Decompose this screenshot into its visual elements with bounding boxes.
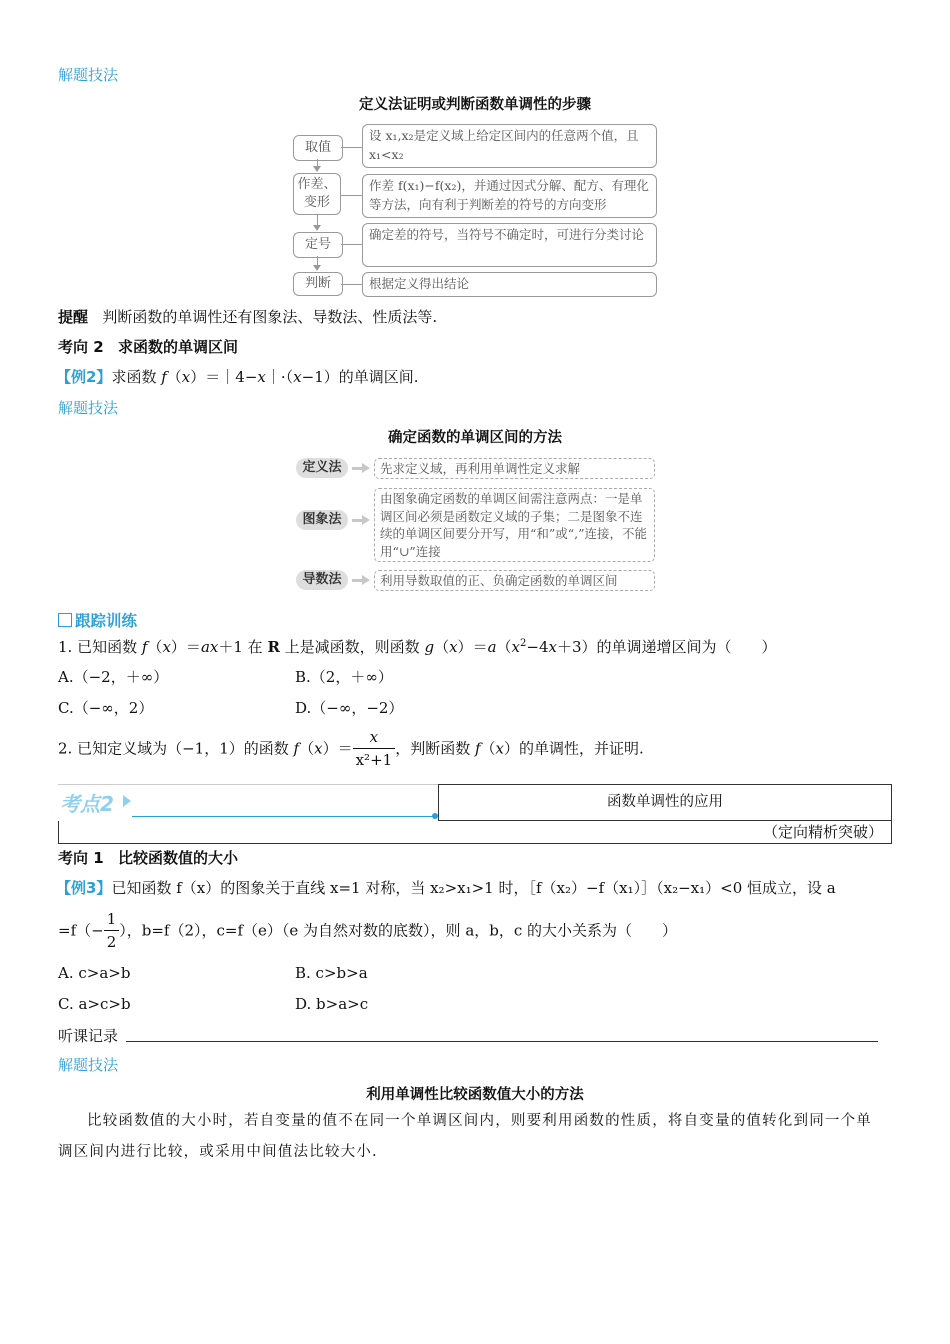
kaodian-title: 函数单调性的应用 (438, 784, 892, 821)
example-3-line2: =f（− $\frac{1}{2}$ ），b=f（2），c=f（e）（e 为自然对数的底数），则 a，b，c 的大小关系为（ ） (58, 910, 678, 951)
direction-heading: 考向 1 比较函数值的大小 (58, 849, 238, 867)
question-2: 2. 已知定义域为（−1，1）的函数 f（x）＝ $\frac{x}{\text{x²+1}}$ ，判断函数 f（x）的单调性，并证明. (58, 728, 644, 769)
technique-label: 解题技法 (58, 1056, 119, 1074)
play-icon (123, 795, 131, 807)
option-d: D.（−∞，−2） (295, 699, 404, 717)
method-label: 定义法 (296, 458, 348, 478)
tracking-heading: 跟踪训练 (58, 609, 137, 631)
method-desc: 由图象确定函数的单调区间需注意两点：一是单调区间必须是函数定义域的子集；二是图象不连续的单调区间要分开写，用“和”或“,”连接，不能用“∪”连接 (374, 488, 655, 562)
example-2: 【例2】求函数 f（x）＝｜4−x｜·（x−1）的单调区间. (56, 368, 419, 386)
step-desc: 作差 f(x₁)−f(x₂)，并通过因式分解、配方、有理化等方法，向有利于判断差的符号的方向变形 (362, 174, 657, 218)
step-label: 定号 (293, 232, 343, 258)
technique-label: 解题技法 (58, 399, 119, 417)
option-a: A. c>a>b (58, 964, 131, 982)
kaodian-subtitle: （定向精析突破） (58, 821, 892, 844)
technique-label: 解题技法 (58, 66, 119, 84)
step-desc: 设 x₁,x₂是定义域上给定区间内的任意两个值，且 x₁<x₂ (362, 124, 657, 168)
question-1: 1. 已知函数 f（x）＝ax＋1 在 R 上是减函数，则函数 $g(x)=a(x^2-4x+3)$的单调递增区间为（ ） (58, 638, 777, 656)
step-label: 判断 (293, 272, 343, 296)
checkbox-icon (58, 613, 72, 627)
method-label: 导数法 (296, 570, 348, 590)
section-title: 利用单调性比较函数值大小的方法 (366, 1087, 584, 1103)
option-a: A.（−2，＋∞） (58, 668, 169, 686)
option-c: C. a>c>b (58, 995, 131, 1013)
method-paragraph: 比较函数值的大小时，若自变量的值不在同一个单调区间内，则要利用函数的性质，将自变量的值转化到同一个单调区间内进行比较，或采用中间值法比较大小. (58, 1113, 872, 1160)
kaodian-badge: 考点2 (60, 792, 114, 816)
section-title: 定义法证明或判断函数单调性的步骤 (359, 97, 591, 113)
step-label: 取值 (293, 135, 343, 161)
notes-line (126, 1041, 878, 1042)
fraction: $\frac{1}{2}$ (104, 908, 120, 953)
method-desc: 利用导数取值的正、负确定函数的单调区间 (374, 570, 655, 591)
fraction: $\frac{x}{\text{x²+1}}$ (353, 726, 396, 771)
direction-heading: 考向 2 求函数的单调区间 (58, 338, 238, 356)
option-b: B.（2，＋∞） (295, 668, 393, 686)
reminder: 提醒 判断函数的单调性还有图象法、导数法、性质法等. (58, 308, 438, 326)
step-label: 作差、变形 (293, 173, 341, 215)
notes-label: 听课记录 (58, 1027, 119, 1045)
example-3: 【例3】已知函数 f（x）的图象关于直线 x=1 对称，当 x₂>x₁>1 时，［f（x₂）−f（x₁）］（x₂−x₁）<0 恒成立，设 a (56, 879, 836, 897)
step-desc: 确定差的符号，当符号不确定时，可进行分类讨论 (362, 223, 657, 267)
step-desc: 根据定义得出结论 (362, 272, 657, 297)
option-d: D. b>a>c (295, 995, 369, 1013)
option-b: B. c>b>a (295, 964, 368, 982)
section-title: 确定函数的单调区间的方法 (388, 430, 562, 446)
method-label: 图象法 (296, 510, 348, 530)
option-c: C.（−∞，2） (58, 699, 154, 717)
method-desc: 先求定义域，再利用单调性定义求解 (374, 458, 655, 479)
